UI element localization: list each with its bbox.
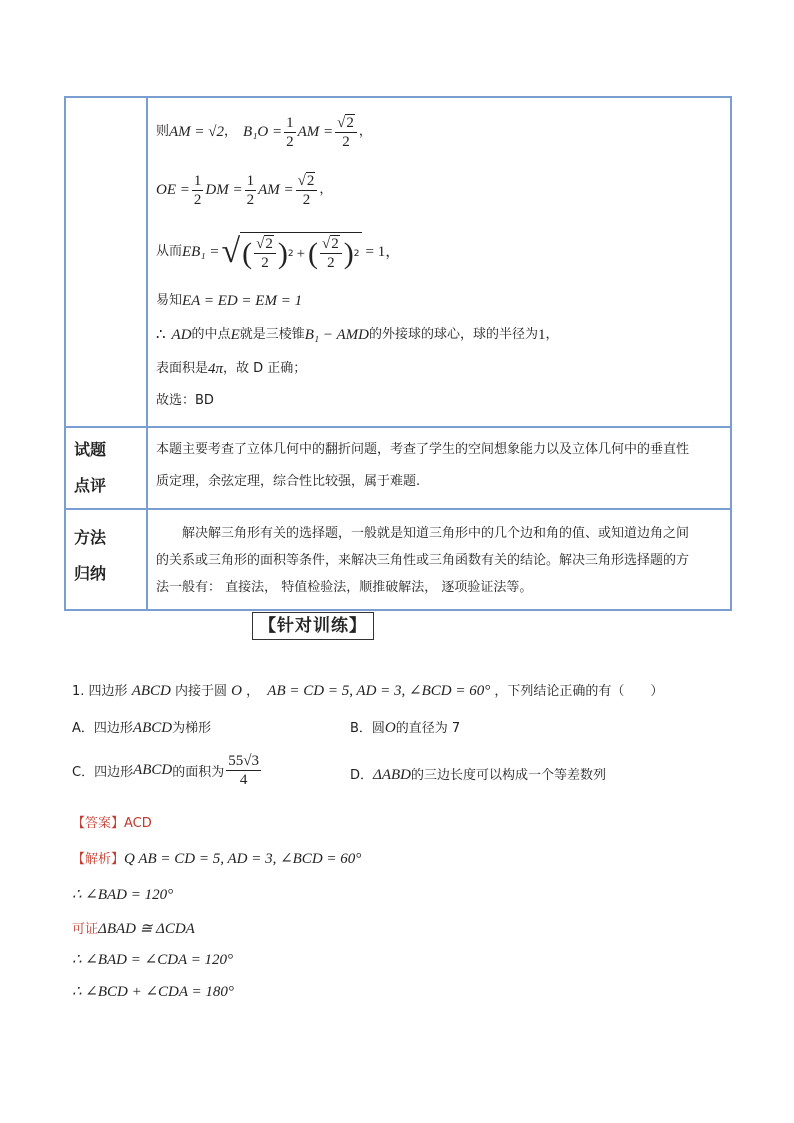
solution-label-cell xyxy=(65,97,147,427)
solution-line-7 xyxy=(156,386,722,416)
method-label xyxy=(65,509,147,610)
fraction: $\frac{√2}{2}$ xyxy=(254,235,276,272)
analysis-line-5: ∴ ∠BCD + ∠CDA = 180° xyxy=(72,984,234,1000)
text: 的中点 xyxy=(191,327,231,342)
math: 1 xyxy=(537,327,546,343)
label-line: 方法 xyxy=(74,528,107,547)
analysis-line-4: ∴ ∠BAD = ∠CDA = 120° xyxy=(72,952,234,968)
solution-line-6 xyxy=(156,352,722,386)
paren: ( xyxy=(242,236,253,270)
text-line: 法一般有： 直接法， 特值检验法，顺推破解法， 逐项验证法等。 xyxy=(156,580,533,595)
option-a[interactable]: A．四边形ABCD为梯形 xyxy=(72,720,212,736)
math: B₁O = xyxy=(243,124,283,140)
fraction: $\frac{1}{2}$ xyxy=(193,172,202,208)
analysis-line-3: 可证ΔBAD ≅ ΔCDA xyxy=(72,921,195,937)
text: 故选：BD xyxy=(156,393,214,408)
text: 从而 xyxy=(156,244,183,259)
math: OE = xyxy=(156,182,190,198)
text-line: 质定理，余弦定理，综合性比较强，属于难题. xyxy=(156,474,421,489)
text: 表面积是 xyxy=(156,361,209,376)
math: AM = xyxy=(297,124,334,140)
math: AM = xyxy=(258,182,294,198)
therefore-symbol: ∴ xyxy=(156,327,166,343)
text: ， xyxy=(319,182,333,197)
text-line: 的关系或三角形的面积等条件，来解决三角性或三角函数有关的结论。解决三角形选择题的方 xyxy=(156,553,690,568)
analysis-line-2: ∴ ∠BAD = 120° xyxy=(72,887,174,903)
math: = 1， xyxy=(365,244,401,260)
paren: ( xyxy=(308,236,319,270)
math: 4π xyxy=(208,361,224,377)
fraction: $\frac{1}{2}$ xyxy=(286,114,294,150)
solution-content xyxy=(147,97,731,427)
math: AM = √2 xyxy=(169,124,225,140)
math: DM = xyxy=(205,182,243,198)
section-heading: 【针对训练】 xyxy=(252,612,374,640)
text: ， xyxy=(358,124,372,139)
option-b[interactable]: B．圆O的直径为 7 xyxy=(350,720,461,736)
text: ， xyxy=(545,327,559,342)
paren: ) xyxy=(343,236,354,270)
math: EB₁ = xyxy=(182,244,220,260)
fraction: $\frac{√2}{2}$ xyxy=(296,172,318,209)
option-d[interactable]: D．ΔABD的三边长度可以构成一个等差数列 xyxy=(350,767,606,783)
math: E xyxy=(230,327,240,343)
answer: 【答案】ACD xyxy=(72,816,152,831)
math: EA = ED = EM = 1 xyxy=(182,293,303,309)
text-line: 本题主要考查了立体几何中的翻折问题，考查了学生的空间想象能力以及立体几何中的垂直性 xyxy=(156,442,690,457)
label-line: 归纳 xyxy=(74,564,107,583)
paren: ) xyxy=(277,236,288,270)
fraction: $\frac{√2}{2}$ xyxy=(320,235,342,272)
text-line: 解决解三角形有关的选择题，一般就是知道三角形中的几个边和角的值、或知道边角之间 xyxy=(182,526,690,541)
text: ，故 D 正确； xyxy=(223,361,307,376)
analysis-line-1: 【解析】Q AB = CD = 5, AD = 3, ∠BCD = 60° xyxy=(72,851,362,867)
text: 易知 xyxy=(156,293,183,308)
plus: + xyxy=(296,245,306,262)
solution-line-1 xyxy=(156,104,722,160)
math: B₁ − AMD xyxy=(304,327,369,343)
comment-content xyxy=(147,427,731,509)
fraction: $\frac{55√3}{4}$ xyxy=(228,753,259,788)
text: 就是三棱锥 xyxy=(239,327,305,342)
label-line: 点评 xyxy=(74,476,107,495)
solution-line-2 xyxy=(156,160,722,220)
solution-line-4 xyxy=(156,284,722,318)
sqrt-symbol: √ xyxy=(221,233,241,270)
fraction: $\frac{√2}{2}$ xyxy=(335,114,357,151)
text: 的外接球的球心，球的半径为 xyxy=(368,327,538,342)
sqrt-radicand: ( $\frac{√2}{2}$ ) 2 + ( $\frac{√2}{2}$ ) 2 xyxy=(240,232,361,272)
text: 则 xyxy=(156,124,170,139)
method-content xyxy=(147,509,731,610)
option-c[interactable]: C．四边形 ABCD 的面积为 $\frac{55√3}{4}$ xyxy=(72,753,259,788)
label-line: 试题 xyxy=(74,440,107,459)
solution-table xyxy=(64,96,732,611)
text: ， xyxy=(224,124,238,139)
math: AD xyxy=(171,327,192,343)
comment-label xyxy=(65,427,147,509)
solution-line-3 xyxy=(156,220,722,284)
solution-line-5 xyxy=(156,318,722,352)
fraction: $\frac{1}{2}$ xyxy=(246,172,255,208)
question-stem: 1. 四边形 ABCD 内接于圆 O ， AB = CD = 5, AD = 3, ∠BCD = 60° ，下列结论正确的有（ ） xyxy=(72,683,664,699)
